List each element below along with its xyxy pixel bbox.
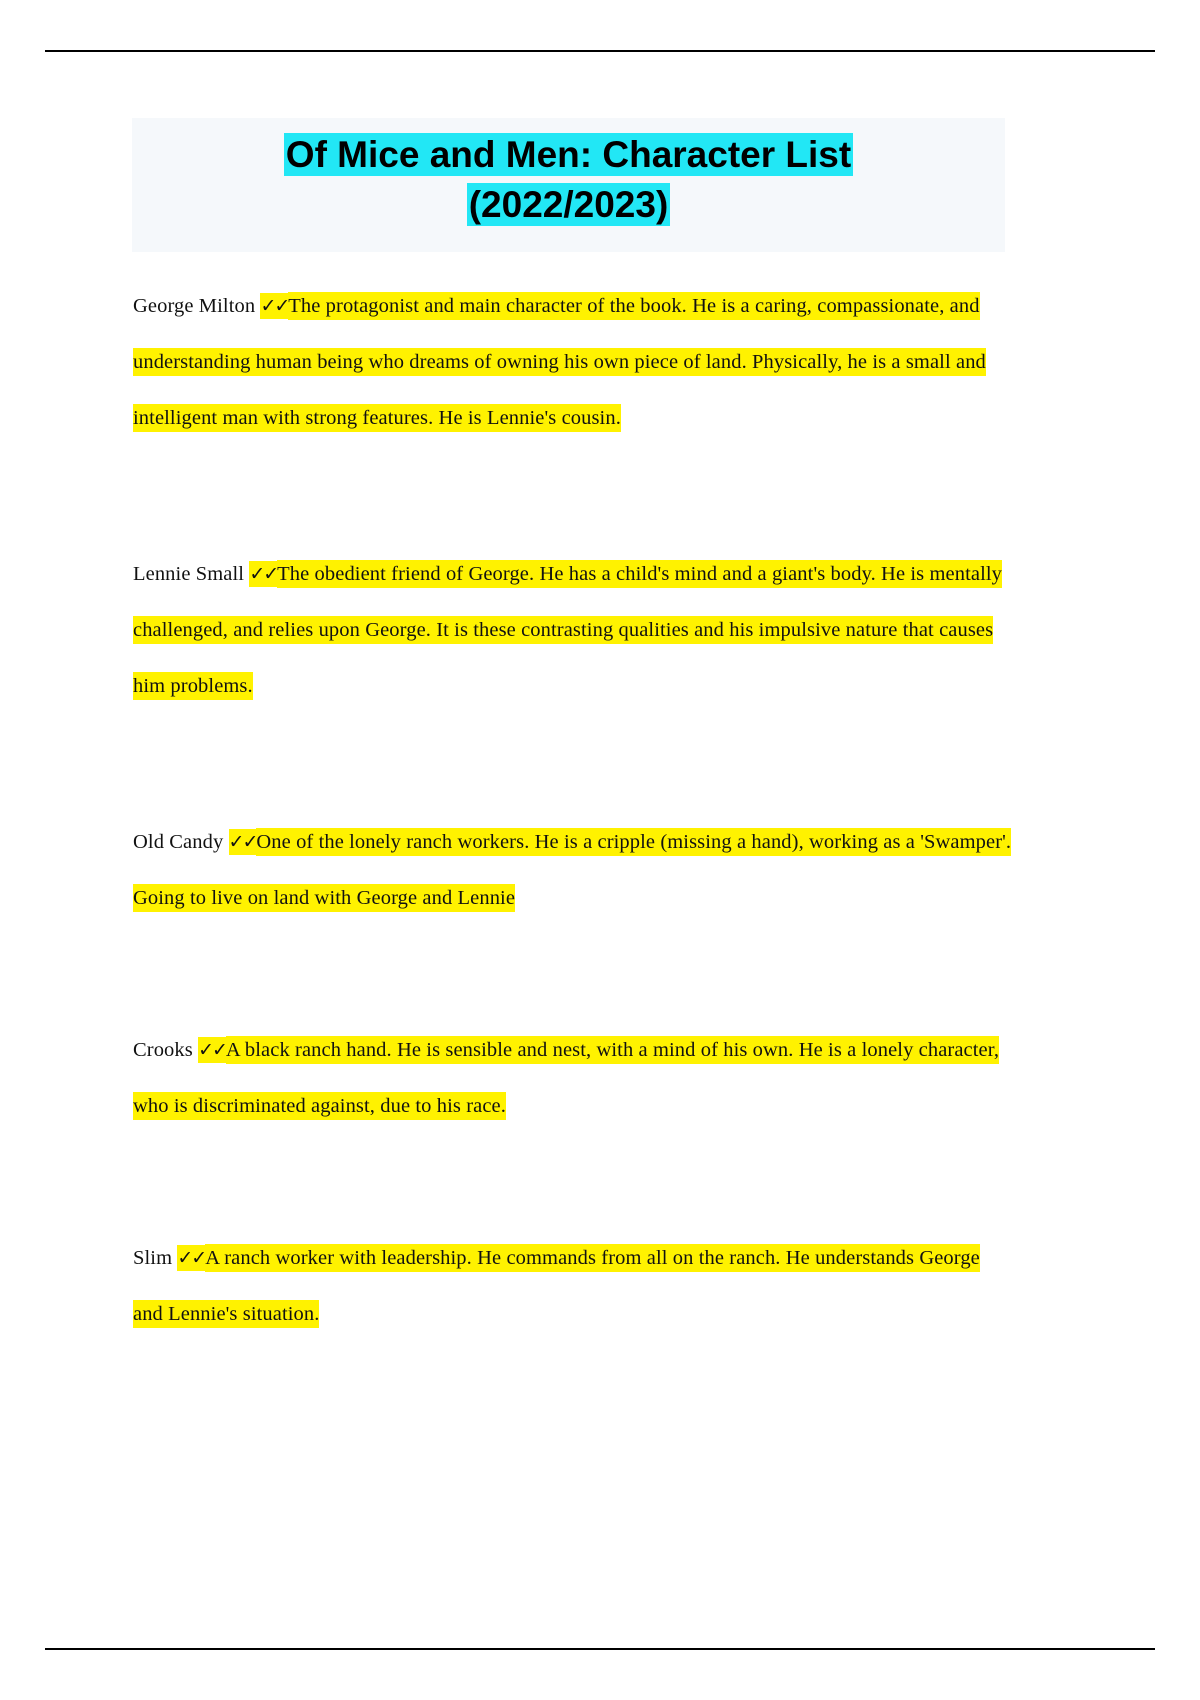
page-title-line-1 <box>132 130 1005 180</box>
character-description: The protagonist and main character of the book. He is a caring, compassionate, and understanding human being who dreams of owning his own piece of land. Physically, he is a small and intelligent man with strong features. He is Lennie's cousin. <box>133 292 986 432</box>
page-top-rule <box>45 50 1155 52</box>
character-description: A black ranch hand. He is sensible and nest, with a mind of his own. He is a lonely character, who is discriminated against, due to his race. <box>133 1036 999 1120</box>
check-marks-icon: ✓✓ <box>228 831 257 853</box>
character-name: Old Candy <box>133 831 224 853</box>
entry-spacer <box>133 446 1013 520</box>
check-marks-icon: ✓✓ <box>260 295 289 317</box>
check-marks-icon: ✓✓ <box>198 1039 226 1061</box>
page-bottom-rule <box>45 1648 1155 1650</box>
check-marks-icon: ✓✓ <box>249 563 278 585</box>
character-name: Crooks <box>133 1039 193 1061</box>
character-name: Slim <box>133 1247 173 1269</box>
character-name: Lennie Small <box>133 563 245 585</box>
character-entry-slim <box>133 1230 1013 1342</box>
page-title-line-2-text: (2022/2023) <box>468 184 669 225</box>
character-description: A ranch worker with leadership. He commands from all on the ranch. He understands George and Lennie's situation. <box>133 1244 980 1328</box>
character-entry-old-candy <box>133 814 1013 926</box>
entry-spacer <box>133 714 1013 788</box>
page-title <box>132 118 1005 252</box>
character-entry-crooks <box>133 1022 1013 1134</box>
character-entry-george-milton <box>133 278 1013 446</box>
check-marks-icon: ✓✓ <box>177 1247 206 1269</box>
character-description: The obedient friend of George. He has a child's mind and a giant's body. He is mentally challenged, and relies upon George. It is these contrasting qualities and his impulsive nature that causes him problems. <box>133 560 1002 700</box>
entry-spacer <box>133 1134 1013 1204</box>
page-title-line-2 <box>132 180 1005 230</box>
page-title-line-1-text: Of Mice and Men: Character List <box>285 134 852 175</box>
entry-spacer <box>133 926 1013 996</box>
character-description: One of the lonely ranch workers. He is a cripple (missing a hand), working as a 'Swamper'. Going to live on land with George and Lennie <box>133 828 1011 912</box>
character-entry-lennie-small <box>133 546 1013 714</box>
document-content <box>133 118 1013 1342</box>
character-name: George Milton <box>133 295 256 317</box>
